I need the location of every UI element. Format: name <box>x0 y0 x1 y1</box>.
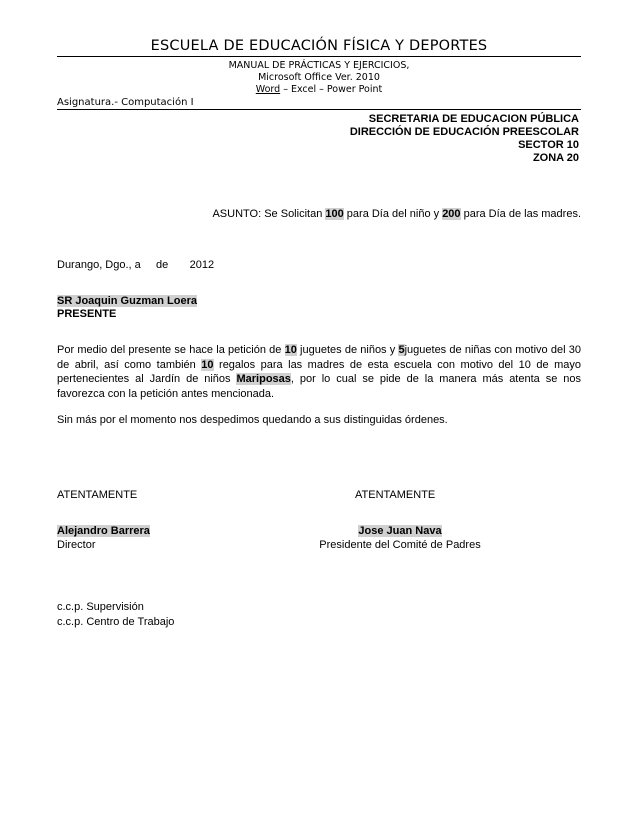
body-number: 10 <box>201 358 214 371</box>
body-text: , por lo cual se pide de la manera más atenta se nos favorezca con la petición antes mencionada. <box>57 373 581 400</box>
signature-right-name: Jose Juan Nava <box>358 525 442 537</box>
signature-right <box>300 524 500 552</box>
asunto-line <box>212 208 581 220</box>
subject-rule <box>57 109 581 110</box>
closing-left: ATENTAMENTE <box>57 489 138 501</box>
header-title: ESCUELA DE EDUCACIÓN FÍSICA Y DEPORTES <box>150 38 488 54</box>
addressee-line-2: DIRECCIÓN DE EDUCACIÓN PREESCOLAR <box>349 126 579 138</box>
header-subtitle-3 <box>0 84 638 95</box>
date-line: Durango, Dgo., a de 2012 <box>57 259 215 271</box>
asunto-qty-1: 100 <box>325 208 344 220</box>
recipient-presente: PRESENTE <box>57 308 117 320</box>
header-subject: Asignatura.- Computación I <box>57 97 194 108</box>
asunto-suffix: para Día de las madres. <box>460 208 581 220</box>
header-word: Word <box>255 84 281 95</box>
body-number: 5 <box>398 344 405 356</box>
header-apps: – Excel – Power Point <box>280 84 383 95</box>
recipient-block <box>57 295 197 321</box>
header-rule <box>57 56 581 57</box>
signature-left-name: Alejandro Barrera <box>57 525 150 537</box>
addressee-line-3: SECTOR 10 <box>518 139 579 151</box>
ccp-line-1: c.c.p. Supervisión <box>57 601 144 613</box>
asunto-qty-2: 200 <box>442 208 461 220</box>
ccp-block <box>57 600 174 629</box>
header-subtitle-2: Microsoft Office Ver. 2010 <box>258 72 380 83</box>
body-paragraph-1 <box>57 343 581 401</box>
school-name: Mariposas <box>236 373 291 385</box>
addressee-block <box>350 113 579 165</box>
body-text: regalos para las madres de esta escuela con motivo del 10 de mayo pertenecientes al Jardín de niños <box>57 358 581 385</box>
asunto-mid: para Día del niño y <box>343 208 443 220</box>
body-number: 10 <box>284 344 297 356</box>
header-subtitle-1: MANUAL DE PRÁCTICAS Y EJERCICIOS, <box>228 60 410 71</box>
body-text: juguetes de niños y <box>296 344 399 356</box>
body-text: Por medio del presente se hace la petición de <box>57 344 285 356</box>
addressee-line-1: SECRETARIA DE EDUCACION PÚBLICA <box>368 113 579 125</box>
signature-right-title: Presidente del Comité de Padres <box>319 539 481 551</box>
closing-right: ATENTAMENTE <box>355 489 436 501</box>
asunto-prefix: ASUNTO: Se Solicitan <box>212 208 326 220</box>
signature-left-title: Director <box>57 539 96 551</box>
body-paragraph-2: Sin más por el momento nos despedimos quedando a sus distinguidas órdenes. <box>57 414 448 426</box>
addressee-line-4: ZONA 20 <box>532 152 579 164</box>
body-text: juguetes de niñas con motivo del 30 de abril, así como también <box>57 344 581 371</box>
signature-left <box>57 524 150 552</box>
recipient-name: SR Joaquin Guzman Loera <box>57 295 197 307</box>
ccp-line-2: c.c.p. Centro de Trabajo <box>57 615 175 628</box>
